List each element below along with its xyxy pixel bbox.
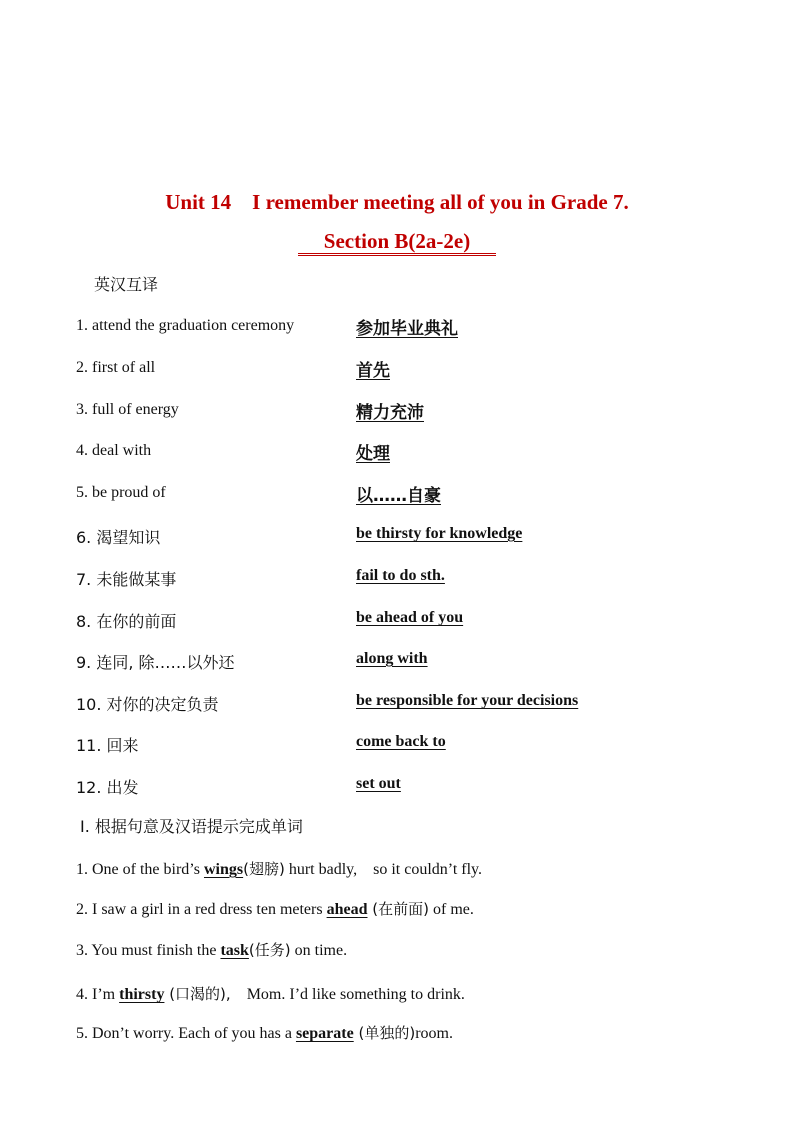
vocab-row: [0, 689, 794, 715]
vocab-prompt: 4. deal with: [76, 442, 152, 459]
section-heading: Ⅰ. 根据句意及汉语提示完成单词: [80, 817, 303, 836]
section-subtitle: [0, 229, 794, 256]
question: [76, 898, 474, 919]
question-hint: (任务): [248, 941, 291, 959]
vocab-answer: be thirsty for knowledge: [356, 525, 523, 542]
question: [76, 856, 482, 879]
question-text: 5. Don’t worry. Each of you has a: [76, 1025, 296, 1042]
vocab-prompt: 6. 渴望知识: [76, 528, 161, 547]
question-text: Mom. I’d like something to drink.: [230, 986, 465, 1003]
vocab-row: [0, 730, 794, 756]
vocab-answer: 以……自豪: [356, 486, 441, 506]
vocab-row: [0, 439, 794, 465]
question-text: 3. You must finish the: [76, 942, 221, 959]
question-hint: (口渴的),: [164, 985, 231, 1003]
vocab-prompt: 7. 未能做某事: [76, 570, 177, 589]
question-answer: task: [220, 942, 249, 959]
question-text: 2. I saw a girl in a red dress ten meters: [76, 901, 327, 918]
vocab-answer: set out: [356, 775, 401, 792]
vocab-answer: be ahead of you: [356, 609, 464, 626]
vocab-prompt: 8. 在你的前面: [76, 612, 177, 631]
question-answer: ahead: [326, 901, 368, 918]
vocab-answer: come back to: [356, 733, 446, 750]
page-title: Unit 14 I remember meeting all of you in Grade 7.: [165, 190, 629, 214]
vocab-answer: 处理: [356, 444, 390, 464]
question-answer: thirsty: [119, 986, 165, 1003]
vocab-answer: 精力充沛: [356, 403, 424, 423]
question-text: 1. One of the bird’s: [76, 861, 204, 878]
question-text: hurt badly, so it couldn’t fly.: [284, 861, 482, 878]
vocab-answer: be responsible for your decisions: [356, 692, 579, 709]
question-hint: (在前面): [367, 900, 429, 918]
vocab-prompt: 11. 回来: [76, 736, 139, 755]
question-text: 4. I’m: [76, 986, 120, 1003]
vocab-row: [0, 606, 794, 632]
question: [76, 1022, 453, 1043]
question-answer: wings: [203, 861, 244, 878]
vocab-row: [0, 314, 794, 340]
vocab-prompt: 12. 出发: [76, 778, 139, 797]
vocab-prompt: 2. first of all: [76, 359, 156, 376]
vocab-row: [0, 398, 794, 424]
question-hint: (单独的): [353, 1024, 416, 1042]
vocab-prompt: 3. full of energy: [76, 401, 179, 418]
vocab-row: [0, 356, 794, 382]
vocab-answer: 首先: [356, 361, 390, 381]
question-text: room.: [415, 1025, 453, 1042]
question-text: on time.: [290, 942, 348, 959]
vocab-heading: 英汉互译: [94, 275, 159, 294]
question-text: of me.: [428, 901, 474, 918]
vocab-row: [0, 522, 794, 548]
question-hint: (翅膀): [243, 860, 285, 878]
question-answer: separate: [295, 1025, 354, 1042]
vocab-answer: fail to do sth.: [356, 567, 445, 584]
vocab-row: [0, 564, 794, 590]
vocab-answer: along with: [356, 650, 428, 667]
section-label: Section B(2a-2e): [298, 229, 496, 256]
vocab-row: [0, 772, 794, 798]
vocab-prompt: 9. 连同, 除……以外还: [76, 653, 235, 672]
vocab-row: [0, 647, 794, 673]
vocab-prompt: 5. be proud of: [76, 484, 166, 501]
vocab-prompt: 10. 对你的决定负责: [76, 695, 219, 714]
vocab-row: [0, 481, 794, 507]
vocab-prompt: 1. attend the graduation ceremony: [76, 317, 295, 334]
vocab-answer: 参加毕业典礼: [356, 319, 458, 339]
question: [76, 939, 347, 960]
question: [76, 981, 465, 1004]
